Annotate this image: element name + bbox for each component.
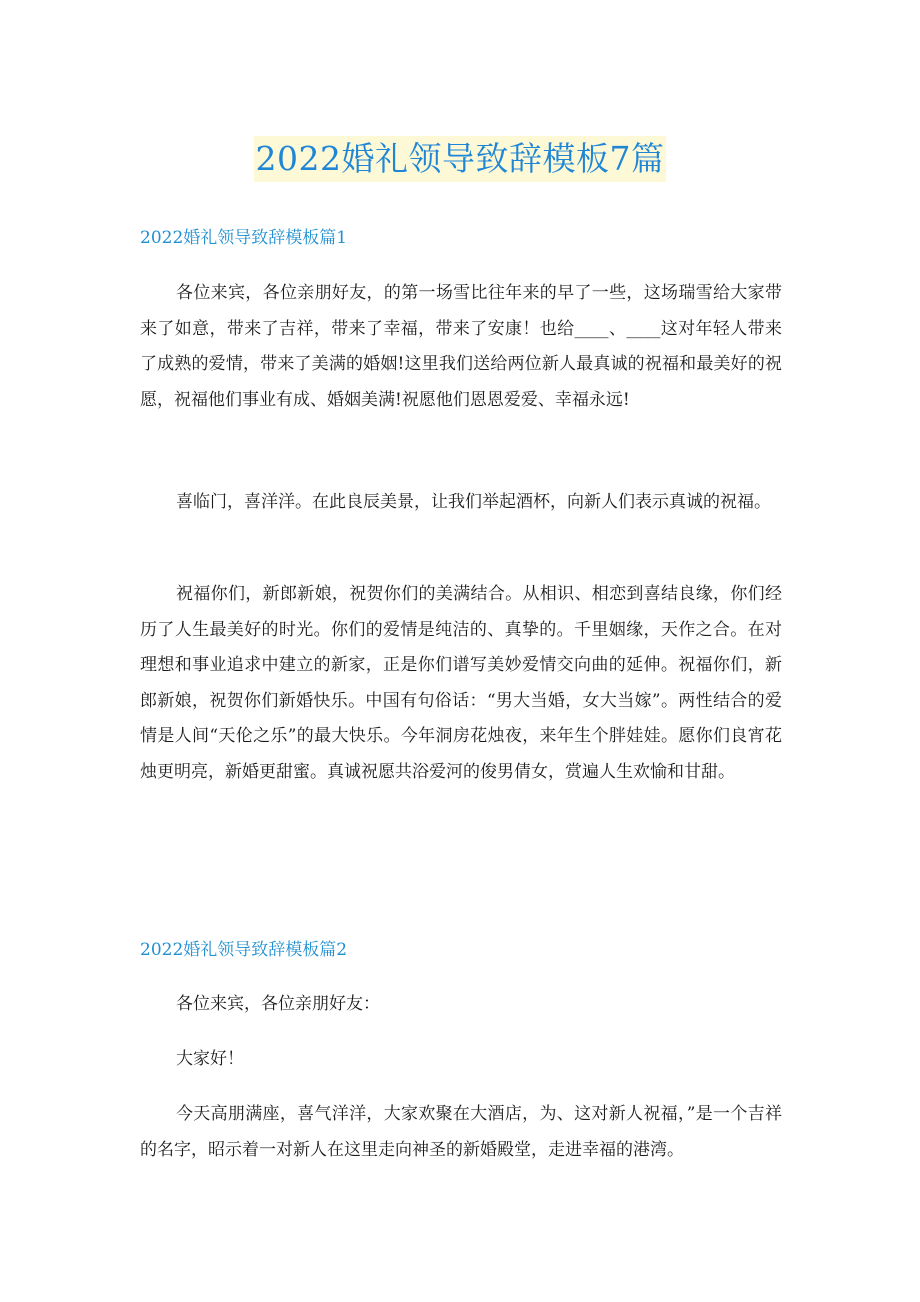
paragraph: 今天高朋满座，喜气洋洋，大家欢聚在大酒店，为、这对新人祝福，”是一个吉祥的名字，昭示着一对新人在这里走向神圣的新婚殿堂，走进幸福的港湾。 <box>140 1104 782 1160</box>
paragraph: 各位来宾，各位亲朋好友，的第一场雪比往年来的早了一些，这场瑞雪给大家带来了如意，带来了吉祥，带来了幸福，带来了安康！也给____、____这对年轻人带来了成熟的爱情，带来了美满的婚姻!这里我们送给两位新人最真诚的祝福和最美好的祝愿，祝福他们事业有成、婚姻美满!祝愿他们恩恩爱爱、幸福永远! <box>140 283 782 410</box>
section-heading-2: 2022婚礼领导致辞模板篇2 <box>140 940 348 960</box>
paragraph: 喜临门，喜洋洋。在此良辰美景，让我们举起酒杯，向新人们表示真诚的祝福。 <box>176 492 771 512</box>
paragraph: 各位来宾，各位亲朋好友： <box>176 994 380 1014</box>
paragraph: 大家好！ <box>176 1049 244 1069</box>
document-title: 2022婚礼领导致辞模板7篇 <box>254 136 667 182</box>
section-heading-1: 2022婚礼领导致辞模板篇1 <box>140 228 348 248</box>
paragraph: 祝福你们，新郎新娘，祝贺你们的美满结合。从相识、相恋到喜结良缘，你们经历了人生最美好的时光。你们的爱情是纯洁的、真挚的。千里姻缘，天作之合。在对理想和事业追求中建立的新家，正是你们谱写美妙爱情交向曲的延伸。祝福你们，新郎新娘，祝贺你们新婚快乐。中国有句俗话：“男大当婚，女大当嫁”。两性结合的爱情是人间“天伦之乐”的最大快乐。今年洞房花烛夜，来年生个胖娃娃。愿你们良宵花烛更明亮，新婚更甜蜜。真诚祝愿共浴爱河的俊男倩女，赏遍人生欢愉和甘甜。 <box>140 584 782 782</box>
title-container <box>0 136 920 182</box>
